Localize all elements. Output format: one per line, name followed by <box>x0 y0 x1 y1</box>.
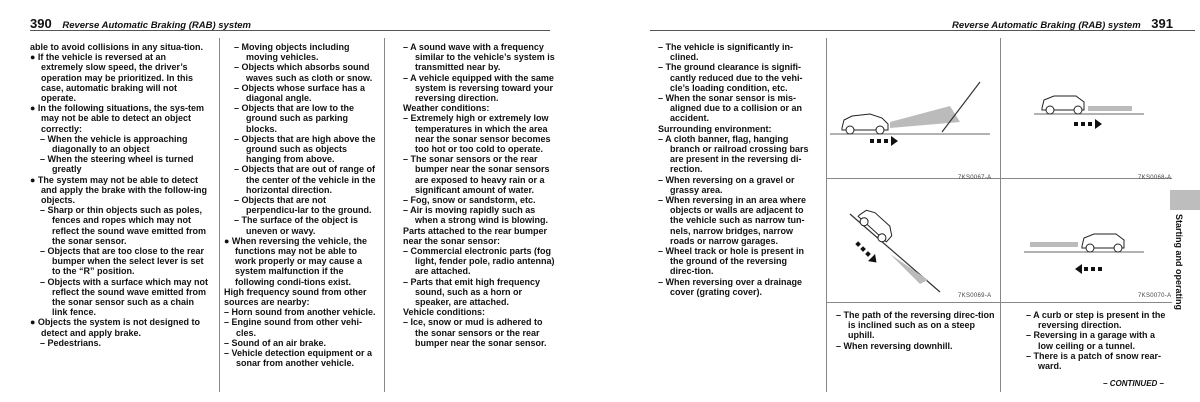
left-page <box>0 0 598 402</box>
list-item: – When reversing on a gravel or grassy area. <box>658 174 795 195</box>
sonar-wave-icon <box>1088 106 1132 111</box>
list-item: – A vehicle equipped with the same system is reversing toward your reversing direction. <box>403 72 554 104</box>
list-item: – Wheel track or hole is present in the ground of the reversing direc-tion. <box>658 246 805 277</box>
list-item: – Objects which absorbs sound waves such as cloth or snow. <box>234 62 373 83</box>
column-divider <box>219 38 220 392</box>
right-page-header <box>952 16 1173 31</box>
bullet-item: ● If the vehicle is reversed at an extremely slow speed, the driver’s operation may be prioritized. In this case, automatic braking will not operate. <box>30 52 194 104</box>
continued-label: – CONTINUED – <box>1103 379 1164 388</box>
section-tab <box>1170 190 1200 210</box>
bullet-item: ● Objects the system is not designed to detect and apply brake. <box>30 317 200 338</box>
list-item: – There is a patch of snow rear-ward. <box>1026 350 1162 372</box>
column-divider <box>826 38 827 392</box>
list-item: – Ice, snow or mud is adhered to the sonar sensors or the rear bumper near the sonar sensor. <box>403 317 547 348</box>
list-item: – When reversing over a drainage cover (grating cover). <box>658 276 803 297</box>
column-divider <box>384 38 385 392</box>
list-item: – Objects that are too close to the rear bumper when the select lever is set to the “R” position. <box>40 246 205 277</box>
section-heading: Weather conditions: <box>403 103 490 114</box>
right-header-title: Reverse Automatic Braking (RAB) system <box>952 20 1141 31</box>
car-icon <box>1042 96 1084 114</box>
sonar-wave-icon <box>890 106 960 128</box>
list-item: – When the vehicle is approaching diagonally to an object <box>40 133 188 155</box>
car-icon <box>842 114 888 134</box>
list-item: – Objects that are high above the ground such as objects hanging from above. <box>234 133 376 165</box>
list-item: – Sharp or thin objects such as poles, fences and ropes which may not reflect the sound wave emitted from the sonar sensor. <box>40 205 207 246</box>
figure-caption-col-2 <box>1026 310 1166 371</box>
bullet-item: ● The system may not be able to detect and apply the brake with the follow-ing objects. <box>30 174 208 206</box>
left-header-rule <box>30 30 550 31</box>
list-item: – Extremely high or extremely low temperatures in which the area near the sonar sensor becomes too hot or too cold to operate. <box>403 113 551 155</box>
section-heading: Parts attached to the rear bumper near the sonar sensor: <box>403 225 548 246</box>
list-item: – The surface of the object is uneven or wavy. <box>234 215 359 236</box>
car-icon <box>1082 234 1124 252</box>
list-item: – Air is moving rapidly such as when a strong wind is blowing. <box>403 205 549 226</box>
list-item: – Pedestrians. <box>40 337 102 348</box>
list-item: – Commercial electronic parts (fog light, fender pole, radio antenna) are attached. <box>403 246 555 277</box>
right-column-1 <box>658 42 813 297</box>
reverse-arrow-icon <box>853 239 880 266</box>
section-heading: Surrounding environment: <box>658 123 772 134</box>
figure-code: 7KS0068-A <box>1138 175 1172 181</box>
list-item: – The sonar sensors or the rear bumper near the sonar sensors are exposed to heavy rain or a significant amount of water. <box>403 154 550 195</box>
car-icon <box>855 206 895 245</box>
list-item: – Engine sound from other vehi-cles. <box>224 317 363 338</box>
right-page <box>602 0 1200 402</box>
figure-caption-col-1 <box>836 310 996 351</box>
list-item: – Moving objects including moving vehicles. <box>234 42 350 63</box>
list-item: – A cloth banner, flag, hanging branch or railroad crossing bars are present in the reversing di-rection. <box>658 133 809 175</box>
list-item: – Objects whose surface has a diagonal angle. <box>234 82 366 104</box>
figure-code: 7KS0067-A <box>958 175 992 181</box>
section-heading: High frequency sound from other sources are nearby: <box>224 286 367 308</box>
figure-curb <box>1004 184 1169 296</box>
column-divider <box>1000 38 1001 392</box>
list-item: – Parts that emit high frequency sound, such as a horn or speaker, are attached. <box>403 276 541 308</box>
left-column-2 <box>224 42 378 369</box>
reverse-arrow-icon <box>1074 119 1102 129</box>
list-item: – A curb or step is present in the reversing direction. <box>1026 310 1166 331</box>
sonar-wave-icon <box>1030 242 1078 247</box>
figure-wall-behind <box>830 72 998 176</box>
list-item: – When reversing in an area where objects or walls are adjacent to the vehicle such as narrow tun-nels, narrow bridges, narrow roads or narrow garages. <box>658 195 807 246</box>
section-heading: Vehicle conditions: <box>403 307 486 318</box>
list-item: – Objects that are not perpendicu-lar to the ground. <box>234 195 372 216</box>
left-column-1 <box>30 42 210 348</box>
left-header-title: Reverse Automatic Braking (RAB) system <box>62 20 251 31</box>
list-item: – Objects that are out of range of the center of the vehicle in the horizontal direction. <box>234 164 376 195</box>
figure-low-object <box>1004 72 1169 176</box>
bullet-item: ● In the following situations, the sys-tem may not be able to detect an object correctly: <box>30 103 204 134</box>
sonar-wave-icon <box>890 254 928 284</box>
figure-downhill <box>830 184 998 296</box>
list-item: – Reversing in a garage with a low ceiling or a tunnel. <box>1026 330 1156 351</box>
list-item: – When reversing downhill. <box>836 340 953 351</box>
arrow-left-icon <box>1075 264 1102 274</box>
list-item: – When the steering wheel is turned greatly <box>40 154 194 175</box>
right-page-number: 391 <box>1151 16 1173 31</box>
figure-code: 7KS0070-A <box>1138 293 1172 299</box>
list-item: – The path of the reversing direc-tion is inclined such as on a steep uphill. <box>836 310 995 341</box>
figure-code: 7KS0069-A <box>958 293 992 299</box>
list-item: – Fog, snow or sandstorm, etc. <box>403 195 536 206</box>
list-item: – The ground clearance is signifi-cantly reduced due to the vehi-cle’s loading condition, etc. <box>658 62 803 93</box>
list-item: – The vehicle is significantly in-clined. <box>658 42 794 63</box>
section-tab-label: Starting and operating <box>1174 214 1184 311</box>
left-page-header <box>30 16 251 31</box>
bullet-item: ● When reversing the vehicle, the functions may not be able to work properly or may cause a system malfunction if the following condi-tions exist. <box>224 235 367 287</box>
list-item: able to avoid collisions in any situa-tion. <box>30 42 204 52</box>
list-item: – Horn sound from another vehicle. <box>224 307 376 318</box>
list-item: – Vehicle detection equipment or a sonar from another vehicle. <box>224 348 373 369</box>
list-item: – When the sonar sensor is mis-aligned due to a collision or an accident. <box>658 93 803 124</box>
list-item: – A sound wave with a frequency similar to the vehicle’s system is transmitted near by. <box>403 42 555 73</box>
list-item: – Objects that are low to the ground such as parking blocks. <box>234 103 355 134</box>
figure-divider <box>826 178 1172 179</box>
left-column-3 <box>403 42 558 348</box>
list-item: – Objects with a surface which may not reflect the sound wave emitted from the sonar sensor such as a chain link fence. <box>40 276 209 318</box>
figure-divider <box>826 302 1172 303</box>
list-item: – Sound of an air brake. <box>224 337 327 348</box>
left-page-number: 390 <box>30 16 52 31</box>
reverse-arrow-icon <box>870 136 898 146</box>
